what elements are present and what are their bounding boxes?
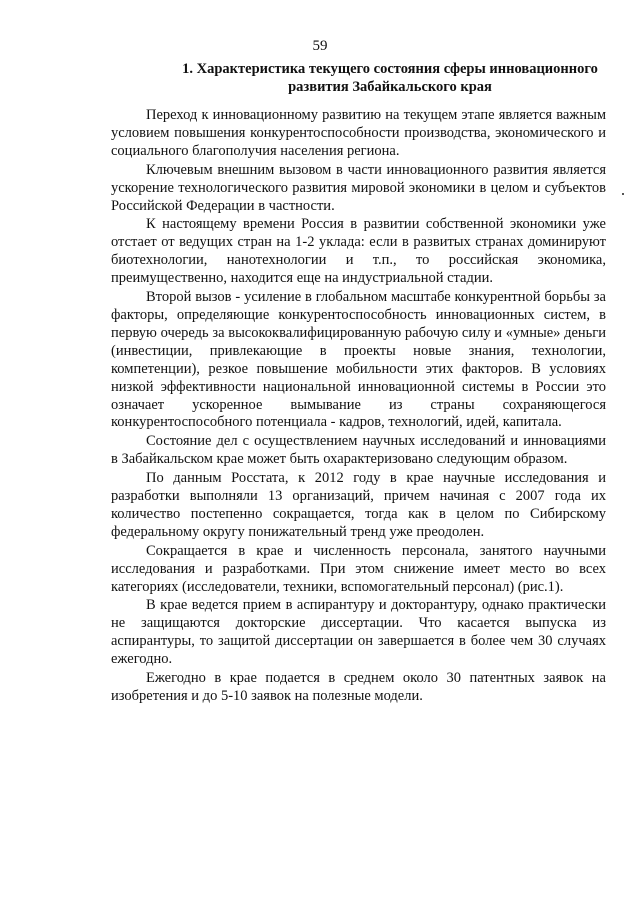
page-number: 59 [312,38,328,54]
paragraph: Сокращается в крае и численность персонала, занятого научными исследования и разработками. При этом снижение имеет место во всех категориях (исследователи, техники, вспомогательный персонал) (рис.1). [111,542,606,595]
section-title [160,60,620,96]
paragraph: По данным Росстата, к 2012 году в крае научные исследования и разработки выполняли 13 организаций, причем начиная с 2007 года их количество постепенно сокращается, тогда как в целом по Сибирскому федеральному округу понижательный тренд уже преодолен. [111,470,606,540]
paragraph: В крае ведется прием в аспирантуру и докторантуру, однако практически не защищаются докторские диссертации. Что касается выпуска из аспирантуры, то защитой диссертации он завершается в более чем 30 случаях ежегодно. [111,597,606,668]
body-text [111,107,606,707]
paragraph: Второй вызов - усиление в глобальном масштабе конкурентной борьбы за факторы, определяющие конкурентоспособность инновационных систем, в первую очередь за высококвалифицированную рабочую силу и «умные» деньги (инвестиции, привлекающие в проекты новые знания, технологии, компетенции), резкое повышение мобильности этих факторов. В условиях низкой эффективности национальной инновационной системы в России это означает ускоренное вымывание из страны сохраняющегося конкурентоспособного потенциала - кадров, технологий, идей, капитала. [111,289,606,431]
paragraph: К настоящему времени Россия в развитии собственной экономики уже отстает от ведущих стран на 1-2 уклада: если в развитых странах доминируют биотехнологии, нанотехнологии и т.п., то российская экономика, преимущественно, находится еще на индустриальной стадии. [111,216,606,287]
section-title-line-1: 1. Характеристика текущего состояния сферы инновационного [182,61,598,77]
section-title-line-2: развития Забайкальского края [288,79,492,95]
scan-dot [622,193,624,195]
paragraph: Ключевым внешним вызовом в части инновационного развития является ускорение технологического развития мировой экономики в целом и субъектов Российской Федерации в частности. [111,161,606,214]
paragraph: Ежегодно в крае подается в среднем около 30 патентных заявок на изобретения и до 5-10 заявок на полезные модели. [111,670,606,704]
paragraph: Переход к инновационному развитию на текущем этапе является важным условием повышения конкурентоспособности производства, экономического и социального благополучия населения региона. [111,107,606,159]
paragraph: Состояние дел с осуществлением научных исследований и инновациями в Забайкальском крае может быть охарактеризовано следующим образом. [111,433,606,468]
